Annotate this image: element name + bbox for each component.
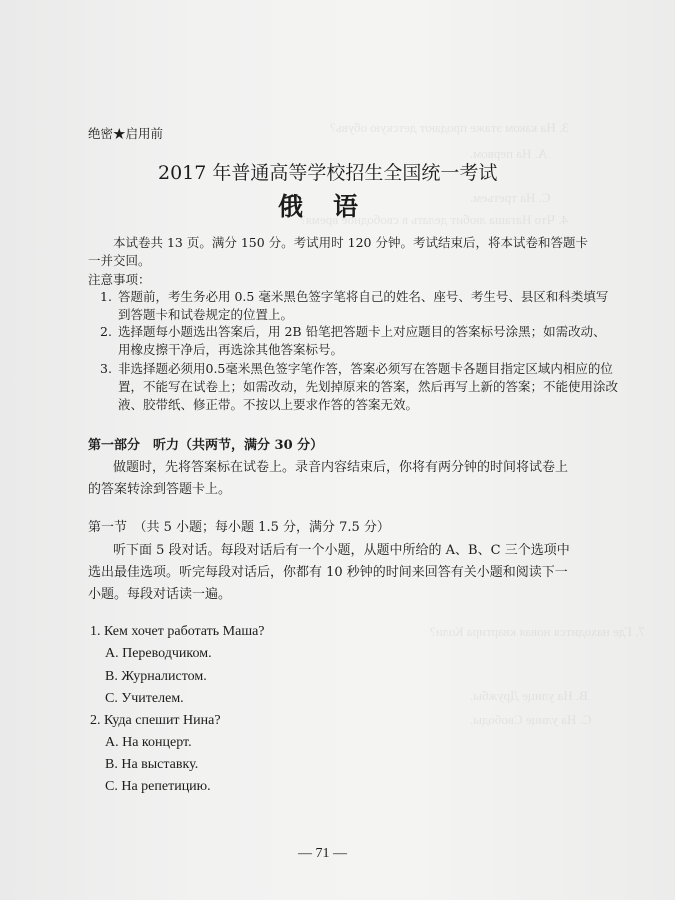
note-number: 2. [100, 324, 112, 339]
question-stem: 2. Куда спешит Нина? [90, 713, 221, 728]
bleed-through-text: 3. На каком этаже продают детскую обувь? [330, 120, 569, 135]
note-text: 答题前，考生务必用 0.5 毫米黑色签字笔将自己的姓名、座号、考生号、县区和科类填写到答题卡和试卷规定的位置上。 [118, 289, 609, 322]
section1-instructions: 听下面 5 段对话。每段对话后有一个小题，从题中所给的 A、B、C 三个选项中选出最佳选项。听完每段对话后，你都有 10 秒钟的时间来回答有关小题和阅读下一小题。每段对话读一遍。 [88, 543, 570, 602]
answer-option: B. Журналистом. [105, 669, 207, 684]
note-text: 选择题每小题选出答案后，用 2B 铅笔把答题卡上对应题目的答案标号涂黑；如需改动、用橡皮擦干净后，再选涂其他答案标号。 [118, 324, 606, 357]
section1-title: 第一节 （共 5 小题；每小题 1.5 分，满分 7.5 分） [88, 520, 390, 535]
note-item [100, 288, 618, 324]
answer-option: B. На выставку. [105, 757, 199, 772]
answer-option: A. Переводчиком. [105, 646, 212, 661]
question-stem: 1. Кем хочет работать Маша? [90, 624, 265, 639]
answer-option: A. На концерт. [105, 735, 192, 750]
bleed-through-text: 7. Где находится новая квартира Коли? [430, 624, 645, 639]
confidential-label: 绝密★启用前 [88, 126, 164, 141]
bleed-through-text: A. На первом. [470, 146, 548, 161]
exam-title: 2017 年普通高等学校招生全国统一考试 [158, 162, 498, 184]
note-text: 非选择题必须用0.5毫米黑色签字笔作答，答案必须写在答题卡各题目指定区域内相应的位置，不能写在试卷上；如需改动，先划掉原来的答案，然后再写上新的答案；不能使用涂改液、胶带纸、修正带。不按以上要求作答的答案无效。 [118, 361, 619, 412]
part1-title: 第一部分 听力（共两节，满分 30 分） [88, 438, 324, 453]
exam-intro: 本试卷共 13 页。满分 150 分。考试用时 120 分钟。考试结束后，将本试卷和答题卡一并交回。 [88, 235, 588, 268]
answer-option: C. Учителем. [105, 691, 184, 706]
notes-heading: 注意事项： [88, 272, 151, 287]
bleed-through-text: C. На улице Свободы. [470, 712, 592, 727]
page-number: — 71 — [298, 846, 347, 861]
bleed-through-text: C. На третьем. [470, 190, 551, 205]
note-number: 1. [100, 289, 112, 304]
bleed-through-text: B. На улице Дружбы. [470, 688, 588, 703]
part1-instructions: 做题时，先将答案标在试卷上。录音内容结束后，你将有两分钟的时间将试卷上的答案转涂到答题卡上。 [88, 460, 569, 497]
note-item [100, 323, 618, 359]
subject-title: 俄语 [278, 192, 389, 221]
note-item [100, 360, 618, 414]
note-number: 3. [100, 361, 112, 376]
bleed-through-text: 4. Что Наташа любит делать в свободное время? [300, 212, 569, 227]
answer-option: C. На репетицию. [105, 779, 211, 794]
